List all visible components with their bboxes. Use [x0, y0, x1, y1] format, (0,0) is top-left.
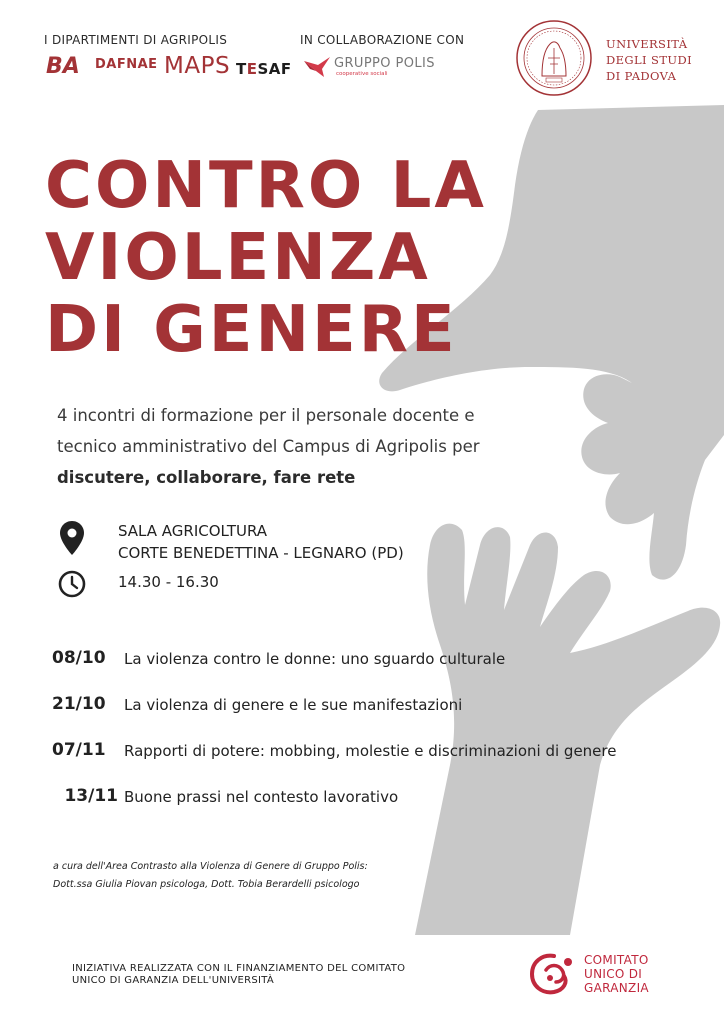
cug-name: COMITATO UNICO DI GARANZIA: [584, 953, 649, 995]
gruppo-polis-subtitle: cooperative sociali: [336, 71, 388, 77]
poster-title: CONTRO LA VIOLENZA DI GENERE: [45, 149, 487, 367]
location-pin-icon: [60, 521, 84, 555]
bca-logo: BA: [46, 54, 80, 79]
departments-label: I DIPARTIMENTI DI AGRIPOLIS: [44, 33, 228, 47]
schedule-title: La violenza di genere e le sue manifestazioni: [124, 696, 463, 714]
schedule-title: La violenza contro le donne: uno sguardo culturale: [124, 650, 506, 668]
schedule-item: [52, 740, 692, 786]
time-text: 14.30 - 16.30: [118, 573, 219, 591]
schedule-title: Rapporti di potere: mobbing, molestie e discriminazioni di genere: [124, 742, 617, 760]
organizer-credit: a cura dell'Area Contrasto alla Violenza di Genere di Gruppo Polis: Dott.ssa Giulia Piovan psicologa, Dott. Tobia Berardelli psicologo: [53, 861, 368, 890]
schedule-title: Buone prassi nel contesto lavorativo: [124, 788, 399, 806]
gruppo-polis-name: GRUPPO POLIS: [334, 56, 435, 71]
intro-text: 4 incontri di formazione per il personale docente e tecnico amministrativo del Campus di Agripolis per discutere, collaborare, fare rete: [57, 406, 480, 487]
schedule-date: 13/11: [64, 786, 118, 806]
maps-logo: MAPS: [164, 53, 231, 79]
schedule-item: [52, 648, 692, 694]
collaboration-label: IN COLLABORAZIONE CON: [300, 33, 465, 47]
schedule-date: 08/10: [52, 648, 106, 668]
university-seal-icon: [514, 18, 594, 98]
schedule-date: 07/11: [52, 740, 106, 760]
schedule-item: [52, 694, 692, 740]
tesaf-logo: TESAF: [236, 60, 292, 78]
clock-icon: [58, 570, 86, 598]
schedule-date: 21/10: [52, 694, 106, 714]
polis-bird-icon: [302, 55, 332, 79]
dafnae-logo: DAFNAE: [95, 57, 158, 72]
university-name: UNIVERSITÀ DEGLI STUDI DI PADOVA: [606, 37, 693, 83]
funding-note: INIZIATIVA REALIZZATA CON IL FINANZIAMENTO DEL COMITATO UNICO DI GARANZIA DELL'UNIVERSITÀ: [72, 963, 406, 986]
cug-logo-icon: [528, 950, 580, 998]
venue-text: SALA AGRICOLTURA CORTE BENEDETTINA - LEGNARO (PD): [118, 522, 404, 562]
schedule-list: [52, 648, 692, 832]
schedule-item: [52, 786, 692, 832]
